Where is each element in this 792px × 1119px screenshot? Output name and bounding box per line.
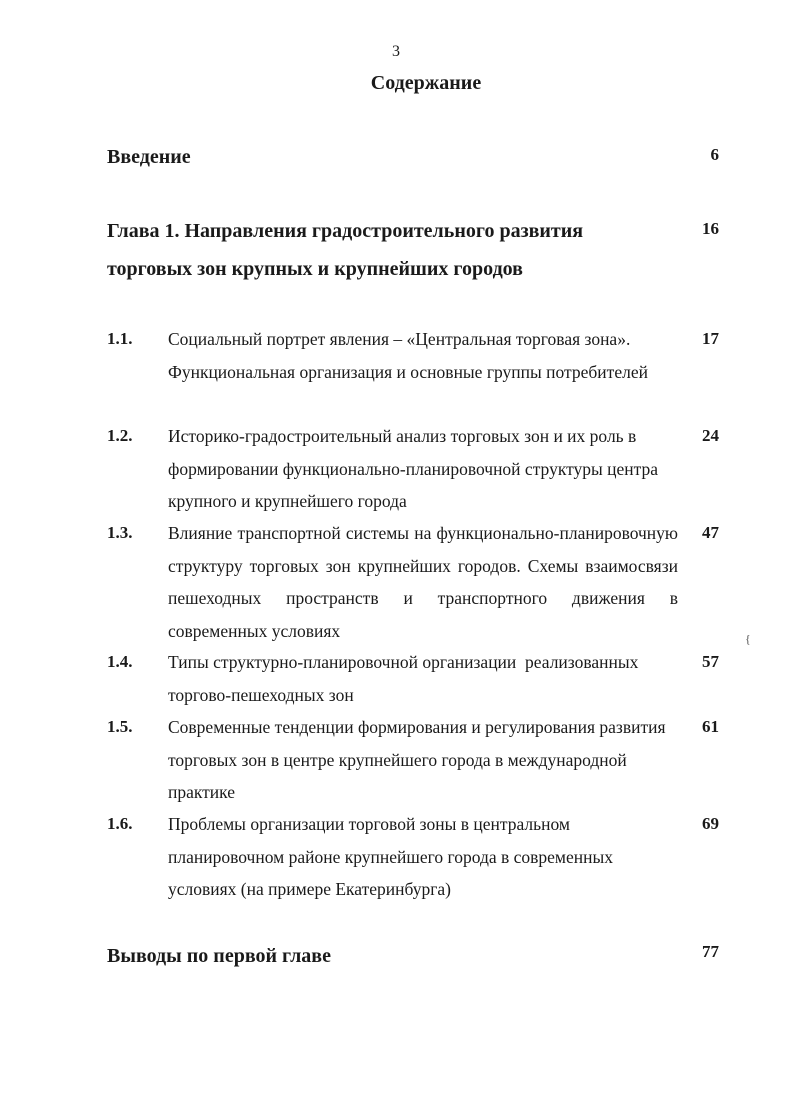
toc-page-conclusions: 77 [702, 942, 719, 961]
toc-page-chapter-1: 16 [702, 219, 719, 238]
toc-page-1-6: 69 [702, 814, 719, 833]
toc-page-introduction: 6 [710, 145, 719, 164]
toc-section-text-1-2: Историко-градостроительный анализ торговых зон и их роль в формировании функционально-планировочной структуры центра крупного и крупнейшего города [168, 426, 659, 511]
toc-section-number-1-1: 1.1. [107, 329, 133, 348]
toc-section-number-1-5: 1.5. [107, 717, 133, 736]
toc-page-1-5: 61 [702, 717, 719, 736]
toc-entry-chapter-1: Глава 1. Направления градостроительного развития торговых зон крупных и крупнейших городов [107, 220, 584, 280]
toc-page-1-1: 17 [702, 329, 719, 348]
toc-section-text-1-1: Социальный портрет явления – «Центральная торговая зона». Функциональная организация и основные группы потребителей [168, 329, 648, 382]
toc-section-number-1-4: 1.4. [107, 652, 133, 671]
toc-section-number-1-6: 1.6. [107, 814, 133, 833]
toc-entry-introduction: Введение [107, 146, 191, 168]
page-number: 3 [392, 43, 400, 60]
scan-mark: { [745, 632, 751, 646]
page-title: Содержание [370, 72, 482, 94]
toc-entry-conclusions: Выводы по первой главе [107, 945, 331, 967]
toc-section-text-1-6: Проблемы организации торговой зоны в центральном планировочном районе крупнейшего города в современных условиях (на примере Екатеринбурга) [168, 814, 614, 899]
toc-page-1-2: 24 [702, 426, 719, 445]
toc-section-number-1-3: 1.3. [107, 523, 133, 542]
toc-section-text-1-5: Современные тенденции формирования и регулирования развития торговых зон в центре крупнейшего города в международной практике [168, 717, 666, 802]
toc-section-number-1-2: 1.2. [107, 426, 133, 445]
toc-page-1-3: 47 [702, 523, 719, 542]
toc-section-text-1-4: Типы структурно-планировочной организации реализованных торгово-пешеходных зон [168, 652, 643, 705]
toc-page-1-4: 57 [702, 652, 719, 671]
toc-section-text-1-3: Влияние транспортной системы на функционально-планировочную структуру торговых зон крупнейших городов. Схемы взаимосвязи пешеходных пространств и транспортного движения в современных условиях [168, 523, 678, 641]
